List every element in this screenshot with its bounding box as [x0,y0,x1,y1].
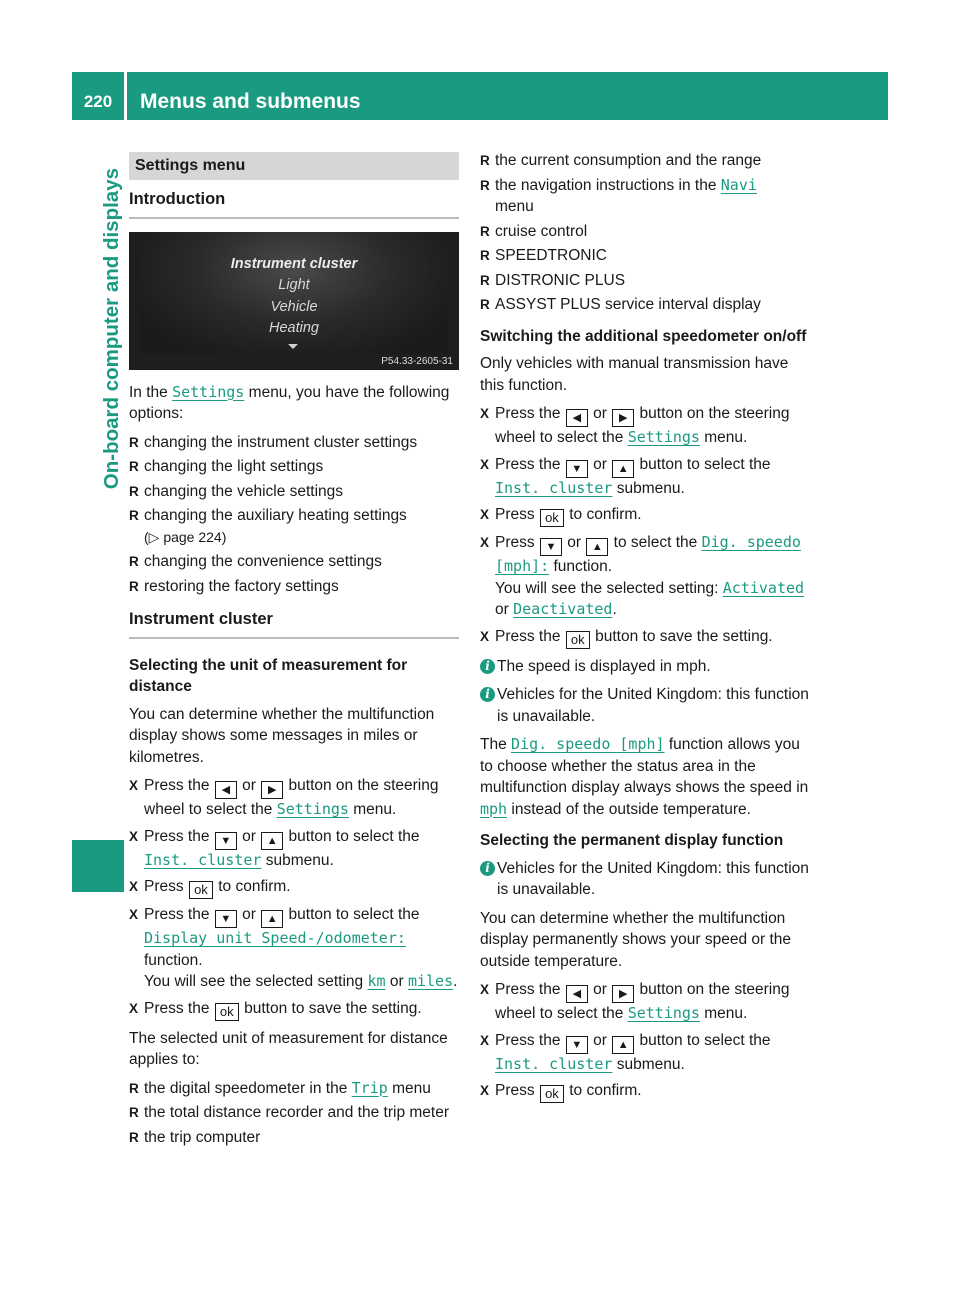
display-term: Deactivated [513,600,613,618]
ok-key-icon: ok [215,1003,239,1021]
text: You will see the selected setting: [495,579,719,597]
display-term: km [367,972,386,990]
down-arrow-key-icon: ▼ [566,1036,588,1054]
down-arrow-key-icon: ▼ [215,910,237,928]
display-term: Inst. cluster [495,478,613,497]
display-term: Navi [720,175,757,194]
right-arrow-key-icon: ▶ [261,781,283,799]
text: or [593,455,607,473]
up-arrow-key-icon: ▲ [612,1036,634,1054]
text: or [593,981,607,998]
text: button to select the [288,906,420,923]
step-item [480,1080,812,1103]
text: Press [495,534,535,551]
text: or [242,827,256,845]
text: button to save the setting. [595,627,773,645]
unit-heading: Selecting the unit of measurement for distance [129,656,408,695]
text: Press the [495,405,561,422]
permanent-display-heading: Selecting the permanent display function [480,832,784,849]
info-icon: i [480,659,495,674]
screenshot-menu-item: Light [278,277,310,293]
applies-list [129,1078,459,1149]
text: Vehicles for the United Kingdom: this function is unavailable. [497,686,809,725]
text: button on the steering wheel to select the [495,981,790,1022]
page-number: 220 [83,92,113,111]
list-item: R changing the instrument cluster settings [129,432,459,454]
instrument-cluster-screenshot [129,232,459,370]
list-item: R changing the vehicle settings [129,481,459,503]
list-item: R DISTRONIC PLUS [480,270,812,292]
text: Press [144,878,184,895]
list-item: R SPEEDTRONIC [480,245,812,267]
step-item [480,403,812,449]
text: the navigation instructions in the [495,176,717,194]
text: The [480,736,507,753]
text: the digital speedometer in the [144,1079,348,1097]
step-item [480,504,812,527]
text: Press the [144,777,210,794]
text: button to select the [288,827,420,845]
right-column [480,150,812,1110]
up-arrow-key-icon: ▲ [261,910,283,928]
side-tab-label: On-board computer and displays [100,168,123,490]
right-arrow-key-icon: ▶ [612,409,634,427]
intro-paragraph [129,382,459,425]
step-item [480,979,812,1025]
applies-paragraph: The selected unit of measurement for distance applies to: [129,1029,448,1068]
right-arrow-key-icon: ▶ [612,985,634,1003]
step-item [129,826,459,872]
display-term: Dig. speedo [mph]: [495,533,801,575]
display-term: Settings [172,382,245,401]
list-item: R the total distance recorder and the trip meter [129,1102,459,1124]
list-item: R changing the convenience settings [129,551,459,573]
page-title: Menus and submenus [140,90,361,113]
text: button to select the [639,1031,771,1049]
screenshot-menu [129,254,459,340]
display-term: Activated [722,578,805,597]
left-arrow-key-icon: ◀ [566,985,588,1003]
list-item: R the current consumption and the range [480,150,812,172]
unit-steps [129,775,459,1021]
info-note [480,858,812,901]
info-icon: i [480,687,495,702]
text: changing the auxiliary heating settings [144,507,407,524]
options-list [129,432,459,598]
screenshot-menu-item: Vehicle [270,298,318,315]
text: menu. [704,1005,748,1022]
text: Press the [495,627,561,645]
header-divider [124,72,127,120]
text: Press the [495,981,561,998]
page-reference: (▷ page 224) [144,528,227,545]
side-tab-marker [72,840,124,892]
down-arrow-key-icon: ▼ [540,538,562,556]
speedometer-intro: Only vehicles with manual transmission have this function. [480,355,789,394]
text: instead of the outside temperature. [511,800,751,818]
list-item: R changing the light settings [129,456,459,478]
step-item [129,775,459,821]
speedometer-steps [480,403,812,649]
text: button on the steering wheel to select the [495,405,790,446]
text: The speed is displayed in mph. [497,657,711,675]
list-item: R the trip computer [129,1127,459,1149]
text: submenu. [616,479,685,497]
screenshot-menu-item: Heating [269,320,319,336]
text: Press the [144,999,210,1017]
screenshot-menu-item: Instrument cluster [230,255,358,272]
text: to confirm. [218,878,291,895]
text: or [593,1031,607,1049]
text: to confirm. [569,506,642,523]
permanent-display-steps [480,979,812,1103]
list-item [480,175,812,218]
display-term: Inst. cluster [144,850,262,869]
text: to select the [613,534,698,551]
display-term: Inst. cluster [495,1054,613,1073]
info-note [480,656,812,678]
up-arrow-key-icon: ▲ [261,832,283,850]
permanent-display-intro: You can determine whether the multifunction display permanently shows your speed or the outside temperature. [480,909,792,970]
text: menu, you have the following options: [129,383,450,422]
text: menu. [353,801,397,818]
text: Press [495,506,535,523]
down-arrow-key-icon: ▼ [215,832,237,850]
text: button on the steering wheel to select the [144,777,439,818]
display-term: Settings [276,800,349,818]
text: Press the [144,906,210,923]
step-item [129,876,459,899]
display-term: miles [407,972,454,990]
section-heading: Settings menu [129,152,459,180]
down-arrow-key-icon: ▼ [566,460,588,478]
step-item [480,626,812,649]
text: Press the [144,827,210,845]
list-item: R cruise control [480,221,812,243]
step-item [129,998,459,1021]
text: menu [495,198,534,215]
display-term: Dig. speedo [mph] [511,735,665,753]
text: function allows you to choose whether the status area in the multifunction display always shows the speed in [480,736,809,796]
step-item [480,454,812,500]
text: You will see the selected setting [144,973,364,990]
list-item [129,505,459,548]
text: or [495,601,509,618]
applies-list-continued [480,150,812,316]
ok-key-icon: ok [540,509,564,527]
introduction-heading: Introduction [129,189,459,219]
text: Press the [495,1031,561,1049]
text: button to select the [639,455,771,473]
instrument-cluster-heading: Instrument cluster [129,609,459,639]
text: or [389,973,404,990]
ok-key-icon: ok [540,1085,564,1103]
screenshot-reference: P54.33-2605-31 [381,355,453,367]
text: menu [392,1079,431,1097]
text: or [593,405,607,422]
text: submenu. [616,1055,685,1073]
up-arrow-key-icon: ▲ [612,460,634,478]
text: Press [495,1082,535,1099]
scroll-down-arrow-icon [288,344,298,349]
list-item: R restoring the factory settings [129,576,459,598]
display-term: Settings [627,1004,700,1022]
text: menu. [704,429,748,446]
up-arrow-key-icon: ▲ [586,538,608,556]
text: function. [553,558,613,575]
dig-speedo-paragraph [480,734,812,820]
ok-key-icon: ok [566,631,590,649]
step-item: X Press the ▼ or ▲ button to select the Display unit Speed-/odometer: function. You will see the selected setting km or miles. [129,904,459,993]
info-note [480,684,812,727]
text: function. [144,951,203,969]
list-item: R ASSYST PLUS service interval display [480,294,812,316]
text: Vehicles for the United Kingdom: this function is unavailable. [497,859,809,898]
text: button to save the setting. [244,999,422,1017]
display-term: Settings [627,428,700,446]
speedometer-heading: Switching the additional speedometer on/off [480,327,807,345]
text: or [242,777,256,794]
display-term: mph [480,799,508,818]
info-icon: i [480,861,495,876]
text: or [242,906,256,923]
list-item [129,1078,459,1100]
step-item: X Press ▼ or ▲ to select the Dig. speedo [mph]: function. You will see the selected setting: Activated or Deactivated. [480,532,812,621]
text: In the [129,383,168,401]
text: or [567,534,582,551]
text: to confirm. [569,1082,642,1099]
text: submenu. [265,851,334,869]
ok-key-icon: ok [189,881,213,899]
left-column [129,150,459,1155]
left-arrow-key-icon: ◀ [566,409,588,427]
left-arrow-key-icon: ◀ [215,781,237,799]
step-item [480,1030,812,1076]
unit-intro: You can determine whether the multifunction display shows some messages in miles or kilometres. [129,705,435,766]
display-term: Display unit Speed-/odometer: [144,929,406,947]
display-term: Trip [351,1078,388,1097]
text: Press the [495,455,561,473]
